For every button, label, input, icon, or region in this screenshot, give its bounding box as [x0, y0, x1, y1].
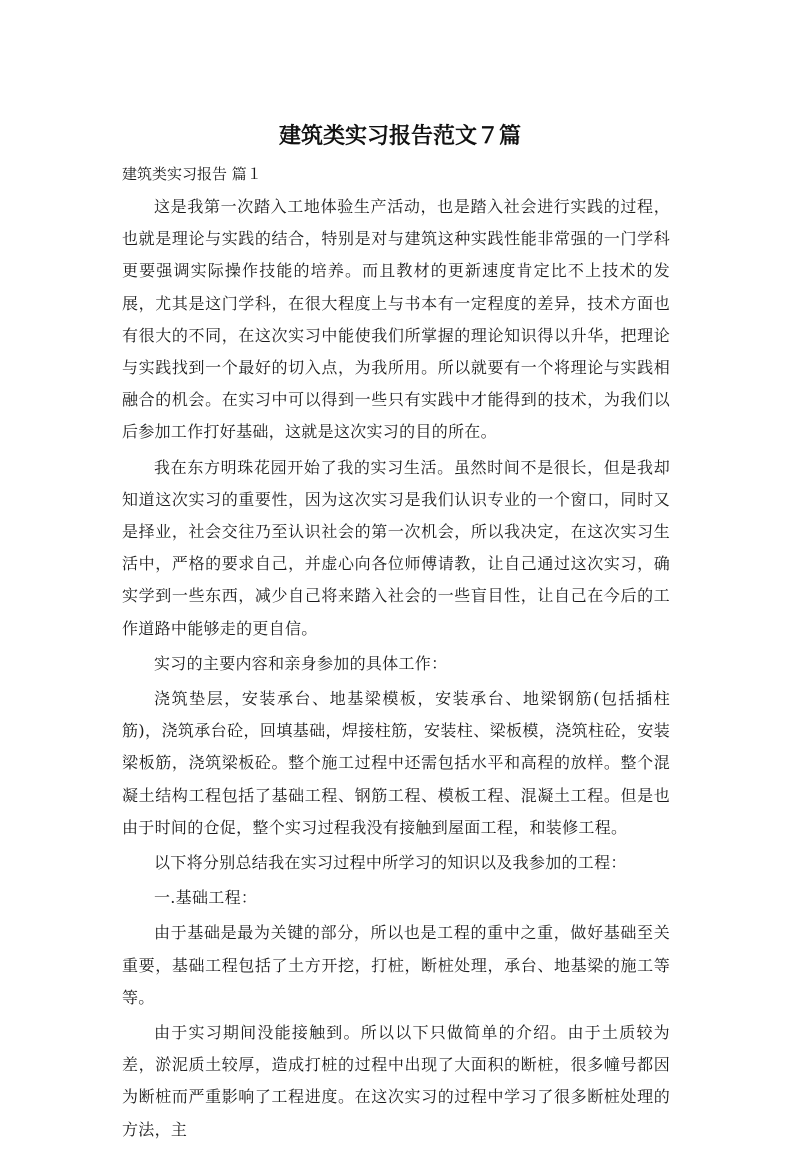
paragraph: 浇筑垫层，安装承台、地基梁模板，安装承台、地梁钢筋(包括插柱筋)，浇筑承台砼，回填基础，焊接柱筋，安装柱、梁板模，浇筑柱砼，安装梁板筋，浇筑梁板砼。整个施工过程中还需包括水平和高程的放样。整个混凝土结构工程包括了基础工程、钢筋工程、模板工程、混凝土工程。但是也由于时间的仓促，整个实习过程我没有接触到屋面工程，和装修工程。 — [122, 689, 670, 837]
paragraph: 以下将分别总结我在实习过程中所学习的知识以及我参加的工程： — [154, 853, 627, 873]
paragraph: 这是我第一次踏入工地体验生产活动，也是踏入社会进行实践的过程，也就是理论与实践的结合，特别是对与建筑这种实践性能非常强的一门学科更要强调实际操作技能的培养。而且教材的更新速度肯定比不上技术的发展，尤其是这门学科，在很大程度上与书本有一定程度的差异，技术方面也有很大的不同，在这次实习中能使我们所掌握的理论知识得以升华，把理论与实践找到一个最好的切入点，为我所用。所以就要有一个将理论与实践相融合的机会。在实习中可以得到一些只有实践中才能得到的技术，为我们以后参加工作打好基础，这就是这次实习的目的所在。 — [122, 197, 670, 442]
section-subheading: 一.基础工程： — [154, 888, 258, 908]
section-heading: 建筑类实习报告 篇１ — [122, 165, 262, 183]
paragraph: 由于基础是最为关键的部分，所以也是工程的重中之重，做好基础至关重要，基础工程包括了土方开挖，打桩，断桩处理，承台、地基梁的施工等等。 — [122, 923, 670, 1007]
paragraph: 我在东方明珠花园开始了我的实习生活。虽然时间不是很长，但是我却知道这次实习的重要性，因为这次实习是我们认识专业的一个窗口，同时又是择业，社会交往乃至认识社会的第一次机会，所以我决定，在这次实习生活中，严格的要求自己，并虚心向各位师傅请教，让自己通过这次实习，确实学到一些东西，减少自己将来踏入社会的一些盲目性，让自己在今后的工作道路中能够走的更自信。 — [122, 457, 670, 638]
document-title: 建筑类实习报告范文７篇 — [278, 124, 521, 149]
paragraph: 实习的主要内容和亲身参加的具体工作： — [154, 653, 448, 673]
paragraph: 由于实习期间没能接触到。所以以下只做简单的介绍。由于土质较为差，淤泥质土较厚，造成打桩的过程中出现了大面积的断桩，很多幢号都因为断桩而严重影响了工程进度。在这次实习的过程中学习了很多断桩处理的方法，主 — [122, 1023, 670, 1139]
document-body — [122, 191, 670, 1149]
